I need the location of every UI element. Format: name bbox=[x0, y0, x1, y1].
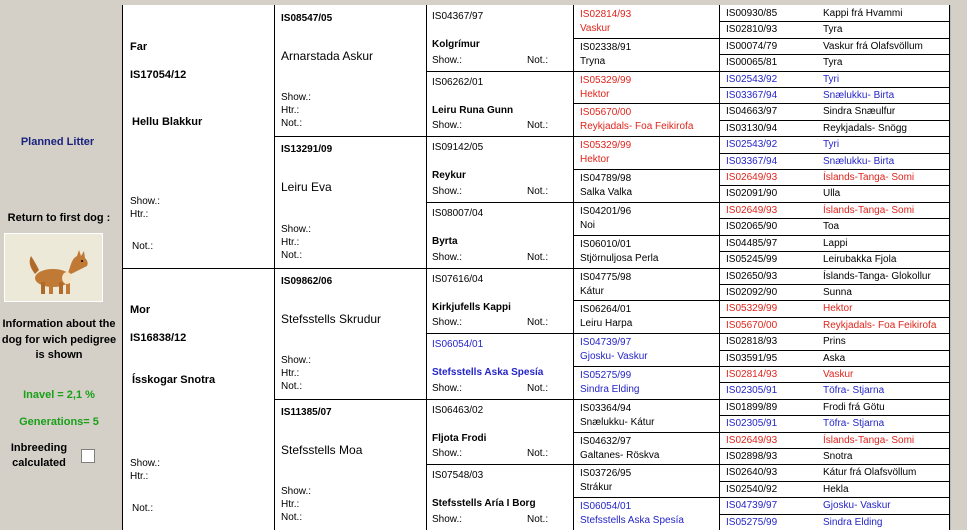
pedigree-table bbox=[122, 5, 949, 530]
ancestor-name[interactable]: Töfra- Stjarna bbox=[823, 385, 885, 397]
ancestor-reg-number[interactable]: IS04201/96 bbox=[580, 205, 632, 217]
row-divider bbox=[719, 350, 949, 351]
ancestor-name[interactable]: Sunna bbox=[823, 286, 852, 298]
row-divider bbox=[274, 136, 426, 137]
ancestor-reg-number[interactable]: IS05329/99 bbox=[580, 140, 632, 152]
row-divider bbox=[573, 300, 719, 301]
ancestor-reg-number[interactable]: IS00930/85 bbox=[726, 8, 778, 19]
ancestor-reg-number[interactable]: IS07548/03 bbox=[432, 470, 484, 482]
row-divider bbox=[719, 185, 949, 186]
ancestor-reg-number[interactable]: IS03367/94 bbox=[726, 90, 778, 102]
ancestor-reg-number[interactable]: IS02649/93 bbox=[726, 434, 778, 446]
first-dog-photo-button[interactable] bbox=[4, 233, 103, 302]
ancestor-reg-number[interactable]: IS05329/99 bbox=[726, 303, 778, 315]
ancestor-name[interactable]: Reykjadals- Snögg bbox=[823, 122, 907, 134]
parent-reg-number[interactable]: IS17054/12 bbox=[130, 69, 187, 81]
ancestor-reg-number[interactable]: IS06463/02 bbox=[432, 404, 484, 416]
ancestor-reg-number[interactable]: IS05670/00 bbox=[726, 319, 778, 331]
show-label: Show.: bbox=[432, 448, 463, 460]
ancestor-name[interactable]: Stefsstells Aría I Borg bbox=[432, 498, 536, 510]
ancestor-name[interactable]: Hekla bbox=[823, 483, 849, 495]
grandparent-reg-number[interactable]: IS11385/07 bbox=[281, 406, 332, 418]
not-label: Not.: bbox=[527, 185, 549, 197]
ancestor-reg-number[interactable]: IS02065/90 bbox=[726, 221, 778, 233]
ancestor-reg-number[interactable]: IS02814/93 bbox=[580, 9, 632, 20]
ancestor-reg-number[interactable]: IS04739/97 bbox=[726, 500, 778, 512]
show-label: Show.: bbox=[432, 251, 463, 263]
ancestor-name[interactable]: Salka Valka bbox=[580, 187, 633, 199]
ancestor-name[interactable]: Kirkjufells Kappi bbox=[432, 301, 511, 313]
parent-role-label: Far bbox=[130, 41, 148, 53]
ancestor-reg-number[interactable]: IS02818/93 bbox=[726, 336, 778, 348]
ancestor-reg-number[interactable]: IS04775/98 bbox=[580, 271, 632, 283]
ancestor-reg-number[interactable]: IS04663/97 bbox=[726, 106, 778, 118]
row-divider bbox=[719, 432, 949, 433]
row-divider bbox=[573, 268, 719, 269]
ancestor-name[interactable]: Sindra Snæulfur bbox=[823, 106, 896, 118]
not-label: Not.: bbox=[527, 382, 549, 394]
row-divider bbox=[573, 333, 719, 334]
inbreeding-percentage: Inavel = 2,1 % bbox=[23, 389, 95, 401]
grandparent-name[interactable]: Leiru Eva bbox=[281, 180, 332, 195]
grandparent-name[interactable]: Arnarstada Askur bbox=[281, 49, 374, 63]
ancestor-reg-number[interactable]: IS05275/99 bbox=[726, 516, 778, 528]
row-divider bbox=[573, 169, 719, 170]
not-label: Not.: bbox=[527, 448, 549, 460]
show-label: Show.: bbox=[130, 458, 161, 469]
ancestor-name[interactable]: Tyri bbox=[823, 73, 840, 85]
ancestor-reg-number[interactable]: IS06054/01 bbox=[580, 501, 632, 513]
ancestor-name[interactable]: Íslands-Tanga- Somi bbox=[823, 172, 915, 184]
ancestor-name[interactable]: Íslands-Tanga- Somi bbox=[823, 204, 915, 216]
ancestor-name[interactable]: Tyra bbox=[823, 24, 843, 36]
show-label: Show.: bbox=[432, 54, 463, 66]
not-label: Not.: bbox=[527, 120, 549, 132]
row-divider bbox=[426, 333, 573, 334]
htr-label: Htr.: bbox=[281, 105, 300, 117]
ancestor-name[interactable]: Hektor bbox=[580, 154, 610, 166]
ancestor-name[interactable]: Sindra Elding bbox=[823, 516, 883, 528]
ancestor-reg-number[interactable]: IS02649/93 bbox=[726, 172, 778, 184]
sidebar bbox=[0, 0, 120, 530]
not-label: Not.: bbox=[132, 240, 154, 252]
ancestor-reg-number[interactable]: IS03130/94 bbox=[726, 122, 778, 134]
return-to-first-dog-label: Return to first dog : bbox=[7, 212, 111, 224]
not-label: Not.: bbox=[281, 512, 303, 523]
ancestor-name[interactable]: Prins bbox=[823, 336, 846, 348]
ancestor-reg-number[interactable]: IS02898/93 bbox=[726, 450, 778, 462]
not-label: Not.: bbox=[281, 249, 303, 261]
generations-count: Generations= 5 bbox=[19, 416, 99, 428]
row-divider bbox=[573, 235, 719, 236]
grandparent-reg-number[interactable]: IS13291/09 bbox=[281, 144, 333, 156]
ancestor-name[interactable]: Snælukku- Birta bbox=[823, 155, 895, 167]
ancestor-name[interactable]: Snælukku- Kátur bbox=[580, 416, 655, 428]
ancestor-name[interactable]: Byrta bbox=[432, 235, 458, 247]
row-divider bbox=[122, 268, 274, 269]
ancestor-name[interactable]: Tyra bbox=[823, 57, 843, 69]
row-divider bbox=[573, 136, 719, 137]
ancestor-name[interactable]: Frodi frá Götu bbox=[823, 401, 885, 413]
ancestor-name[interactable]: Gjosku- Vaskur bbox=[823, 500, 891, 512]
row-divider bbox=[719, 464, 949, 465]
ancestor-reg-number[interactable]: IS05245/99 bbox=[726, 254, 778, 266]
row-divider bbox=[719, 251, 949, 252]
ancestor-reg-number[interactable]: IS02540/92 bbox=[726, 483, 778, 495]
ancestor-reg-number[interactable]: IS06010/01 bbox=[580, 238, 632, 250]
htr-label: Htr.: bbox=[281, 499, 300, 510]
ancestor-name[interactable]: Snælukku- Birta bbox=[823, 90, 895, 102]
ancestor-reg-number[interactable]: IS03367/94 bbox=[726, 155, 778, 167]
ancestor-reg-number[interactable]: IS06262/01 bbox=[432, 76, 484, 88]
row-divider bbox=[719, 448, 949, 449]
row-divider bbox=[426, 464, 573, 465]
htr-label: Htr.: bbox=[130, 208, 149, 220]
vertical-scrollbar[interactable] bbox=[950, 5, 967, 530]
ancestor-name[interactable]: Lappi bbox=[823, 237, 848, 249]
ancestor-reg-number[interactable]: IS00065/81 bbox=[726, 57, 778, 69]
ancestor-reg-number[interactable]: IS02091/90 bbox=[726, 188, 778, 200]
ancestor-reg-number[interactable]: IS04367/97 bbox=[432, 11, 484, 22]
row-divider bbox=[426, 399, 573, 400]
row-divider bbox=[719, 300, 949, 301]
row-divider bbox=[573, 464, 719, 465]
ancestor-reg-number[interactable]: IS04485/97 bbox=[726, 237, 778, 249]
grandparent-name[interactable]: Stefsstells Skrudur bbox=[281, 311, 382, 326]
row-divider bbox=[573, 103, 719, 104]
ancestor-reg-number[interactable]: IS02305/91 bbox=[726, 418, 778, 430]
ancestor-reg-number[interactable]: IS07616/04 bbox=[432, 273, 484, 285]
show-label: Show.: bbox=[130, 195, 161, 207]
ancestor-name[interactable]: Reykjadals- Foa Feikirofa bbox=[580, 121, 694, 133]
row-divider bbox=[426, 202, 573, 203]
row-divider bbox=[719, 497, 949, 498]
ancestor-reg-number[interactable]: IS02810/93 bbox=[726, 24, 778, 36]
ancestor-name[interactable]: Vaskur bbox=[580, 23, 611, 34]
row-divider bbox=[573, 497, 719, 498]
ancestor-reg-number[interactable]: IS03591/95 bbox=[726, 352, 778, 364]
row-divider bbox=[274, 399, 426, 400]
ancestor-name[interactable]: Kátur bbox=[580, 285, 604, 297]
ancestor-reg-number[interactable]: IS04739/97 bbox=[580, 337, 632, 349]
row-divider bbox=[719, 284, 949, 285]
htr-label: Htr.: bbox=[281, 236, 300, 248]
row-divider bbox=[719, 202, 949, 203]
row-divider bbox=[426, 71, 573, 72]
ancestor-name[interactable]: Reykjadals- Foa Feikirofa bbox=[823, 319, 937, 331]
ancestor-name[interactable]: Íslands-Tanga- Glokollur bbox=[823, 270, 931, 282]
show-label: Show.: bbox=[432, 514, 463, 525]
ancestor-name[interactable]: Gjosku- Vaskur bbox=[580, 351, 648, 363]
ancestor-name[interactable]: Kátur frá Olafsvöllum bbox=[823, 467, 917, 479]
dog-icon bbox=[5, 234, 102, 301]
ancestor-reg-number[interactable]: IS04632/97 bbox=[580, 435, 632, 447]
row-divider bbox=[719, 136, 949, 137]
row-divider bbox=[274, 268, 426, 269]
parent-name[interactable]: Hellu Blakkur bbox=[132, 116, 203, 128]
row-divider bbox=[719, 481, 949, 482]
row-divider bbox=[426, 268, 573, 269]
row-divider bbox=[719, 169, 949, 170]
parent-name[interactable]: Ísskogar Snotra bbox=[132, 373, 216, 386]
row-divider bbox=[719, 268, 949, 269]
ancestor-name[interactable]: Stefsstells Aska Spesía bbox=[432, 367, 544, 379]
ancestor-reg-number[interactable]: IS06054/01 bbox=[432, 339, 484, 351]
row-divider bbox=[573, 399, 719, 400]
row-divider bbox=[719, 71, 949, 72]
ancestor-reg-number[interactable]: IS04789/98 bbox=[580, 173, 632, 185]
show-label: Show.: bbox=[432, 317, 463, 329]
ancestor-name[interactable]: Sindra Elding bbox=[580, 383, 640, 395]
ancestor-reg-number[interactable]: IS01899/89 bbox=[726, 401, 778, 413]
ancestor-name[interactable]: Kolgrímur bbox=[432, 39, 480, 50]
row-divider bbox=[719, 54, 949, 55]
ancestor-name[interactable]: Tryna bbox=[580, 55, 606, 67]
ancestor-name[interactable]: Reykur bbox=[432, 170, 466, 182]
ancestor-reg-number[interactable]: IS02305/91 bbox=[726, 385, 778, 397]
show-label: Show.: bbox=[432, 120, 463, 132]
row-divider bbox=[719, 87, 949, 88]
ancestor-name[interactable]: Noi bbox=[580, 219, 596, 231]
ancestor-reg-number[interactable]: IS02640/93 bbox=[726, 467, 778, 479]
grandparent-name[interactable]: Stefsstells Moa bbox=[281, 442, 363, 457]
row-divider bbox=[719, 38, 949, 39]
ancestor-name[interactable]: Hektor bbox=[823, 303, 853, 315]
row-divider bbox=[719, 514, 949, 515]
show-label: Show.: bbox=[281, 92, 312, 104]
row-divider bbox=[719, 235, 949, 236]
row-divider bbox=[573, 38, 719, 39]
show-label: Show.: bbox=[432, 382, 463, 394]
row-divider bbox=[719, 415, 949, 416]
row-divider bbox=[573, 432, 719, 433]
ancestor-name[interactable]: Töfra- Stjarna bbox=[823, 418, 885, 430]
ancestor-name[interactable]: Toa bbox=[823, 221, 840, 233]
not-label: Not.: bbox=[527, 514, 549, 525]
ancestor-reg-number[interactable]: IS02543/92 bbox=[726, 73, 778, 85]
ancestor-reg-number[interactable]: IS09142/05 bbox=[432, 142, 484, 154]
ancestor-reg-number[interactable]: IS05670/00 bbox=[580, 107, 632, 119]
ancestor-name[interactable]: Aska bbox=[823, 352, 846, 364]
row-divider bbox=[719, 366, 949, 367]
htr-label: Htr.: bbox=[281, 367, 300, 379]
ancestor-name[interactable]: Snotra bbox=[823, 450, 853, 462]
parent-reg-number[interactable]: IS16838/12 bbox=[130, 331, 187, 344]
row-divider bbox=[719, 218, 949, 219]
ancestor-name[interactable]: Strákur bbox=[580, 482, 613, 494]
ancestor-name[interactable]: Hektor bbox=[580, 88, 610, 100]
grandparent-reg-number[interactable]: IS09862/06 bbox=[281, 275, 333, 287]
ancestor-reg-number[interactable]: IS06264/01 bbox=[580, 304, 632, 316]
htr-label: Htr.: bbox=[130, 471, 149, 482]
row-divider bbox=[719, 399, 949, 400]
ancestor-reg-number[interactable]: IS08007/04 bbox=[432, 207, 484, 219]
parent-role-label: Mor bbox=[130, 303, 151, 316]
inbreeding-calculated-checkbox[interactable] bbox=[81, 449, 95, 463]
row-divider bbox=[719, 103, 949, 104]
inbreeding-calculated-label: Inbreeding calculated bbox=[10, 442, 68, 469]
row-divider bbox=[719, 382, 949, 383]
ancestor-reg-number[interactable]: IS02338/91 bbox=[580, 41, 632, 53]
show-label: Show.: bbox=[281, 486, 312, 497]
row-divider bbox=[719, 333, 949, 334]
ancestor-reg-number[interactable]: IS03726/95 bbox=[580, 468, 632, 480]
planned-litter-link[interactable]: Planned Litter bbox=[20, 136, 95, 148]
ancestor-reg-number[interactable]: IS02650/93 bbox=[726, 270, 778, 282]
ancestor-name[interactable]: Vaskur bbox=[823, 368, 854, 380]
ancestor-name[interactable]: Galtanes- Röskva bbox=[580, 449, 660, 461]
not-label: Not.: bbox=[281, 118, 303, 130]
ancestor-name[interactable]: Leiru Harpa bbox=[580, 318, 633, 330]
not-label: Not.: bbox=[527, 251, 549, 263]
ancestor-reg-number[interactable]: IS02814/93 bbox=[726, 368, 778, 380]
ancestor-name[interactable]: Fljota Frodi bbox=[432, 432, 487, 444]
ancestor-reg-number[interactable]: IS05329/99 bbox=[580, 74, 632, 86]
row-divider bbox=[573, 202, 719, 203]
ancestor-reg-number[interactable]: IS05275/99 bbox=[580, 369, 632, 381]
ancestor-name[interactable]: Ulla bbox=[823, 188, 841, 200]
info-text: Information about the dog for wich pedigree is shown bbox=[1, 318, 117, 361]
not-label: Not.: bbox=[527, 54, 549, 66]
ancestor-reg-number[interactable]: IS02543/92 bbox=[726, 139, 778, 151]
ancestor-name[interactable]: Tyri bbox=[823, 139, 840, 151]
not-label: Not.: bbox=[132, 503, 154, 514]
not-label: Not.: bbox=[527, 317, 549, 329]
row-divider bbox=[426, 136, 573, 137]
ancestor-name[interactable]: Íslands-Tanga- Somi bbox=[823, 434, 915, 446]
ancestor-name[interactable]: Stefsstells Aska Spesía bbox=[580, 515, 684, 527]
ancestor-name[interactable]: Leirubakka Fjola bbox=[823, 254, 897, 266]
show-label: Show.: bbox=[432, 185, 463, 197]
row-divider bbox=[719, 120, 949, 121]
ancestor-reg-number[interactable]: IS02649/93 bbox=[726, 204, 778, 216]
ancestor-name[interactable]: Stjörnuljosa Perla bbox=[580, 252, 659, 264]
row-divider bbox=[719, 153, 949, 154]
ancestor-name[interactable]: Vaskur frá Olafsvöllum bbox=[823, 40, 923, 52]
ancestor-name[interactable]: Kappi frá Hvammi bbox=[823, 8, 903, 19]
row-divider bbox=[719, 21, 949, 22]
ancestor-name[interactable]: Leiru Runa Gunn bbox=[432, 104, 514, 116]
row-divider bbox=[719, 317, 949, 318]
row-divider bbox=[573, 366, 719, 367]
ancestor-reg-number[interactable]: IS03364/94 bbox=[580, 402, 632, 414]
ancestor-reg-number[interactable]: IS02092/90 bbox=[726, 286, 778, 298]
row-divider bbox=[573, 71, 719, 72]
grandparent-reg-number[interactable]: IS08547/05 bbox=[281, 13, 333, 24]
show-label: Show.: bbox=[281, 354, 312, 366]
show-label: Show.: bbox=[281, 223, 312, 235]
not-label: Not.: bbox=[281, 380, 303, 392]
ancestor-reg-number[interactable]: IS00074/79 bbox=[726, 40, 778, 52]
